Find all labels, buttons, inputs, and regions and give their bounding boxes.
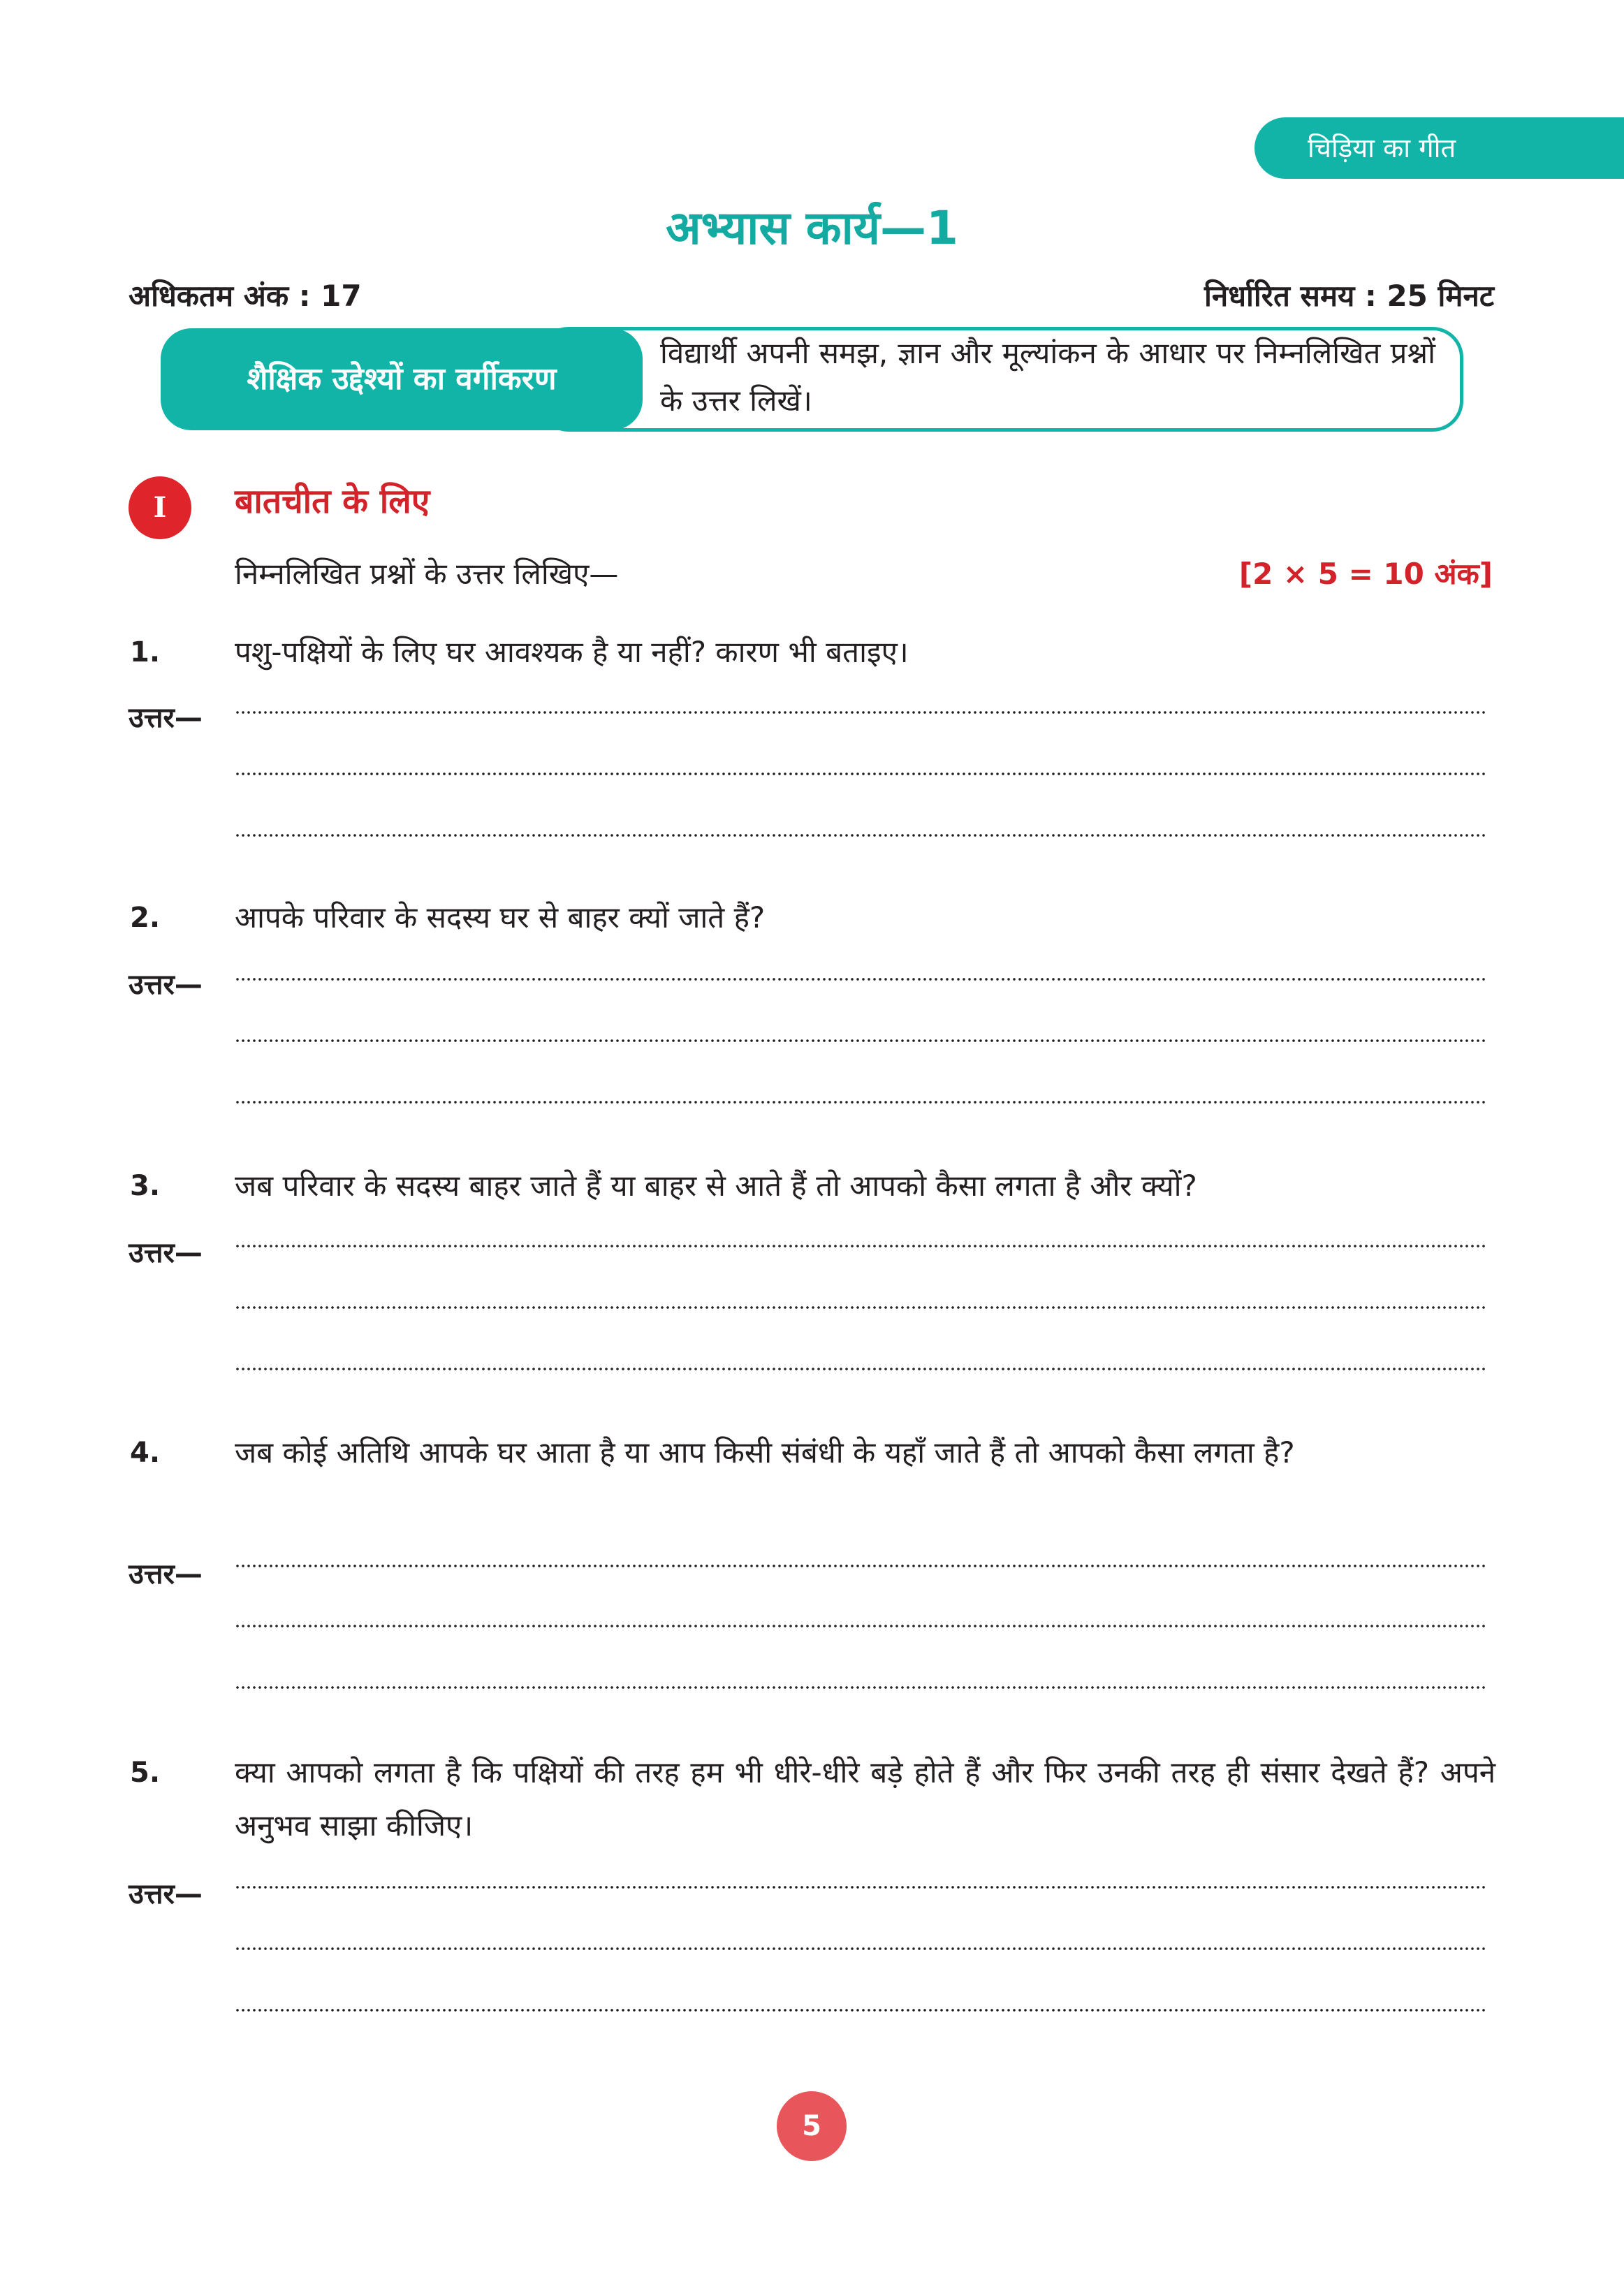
objective-label: शैक्षिक उद्देश्यों का वर्गीकरण <box>161 328 643 430</box>
answer-line[interactable] <box>235 1368 1485 1370</box>
answer-line[interactable] <box>235 1039 1485 1042</box>
answer-line[interactable] <box>235 1245 1485 1247</box>
answer-label: उत्तर— <box>129 969 203 1001</box>
answer-line[interactable] <box>235 773 1485 775</box>
page-number: 5 <box>777 2091 847 2161</box>
chapter-tab: चिड़िया का गीत <box>1254 117 1624 179</box>
max-marks: अधिकतम अंक : 17 <box>129 279 362 313</box>
answer-line[interactable] <box>235 1686 1485 1689</box>
question-text: क्या आपको लगता है कि पक्षियों की तरह हम भी धीरे-धीरे बड़े होते हैं और फिर उनकी तरह ही संसार देखते हैं? अपने अनुभव साझा कीजिए। <box>235 1755 1495 1843</box>
answer-line[interactable] <box>235 2009 1485 2012</box>
section-title: बातचीत के लिए <box>235 482 430 521</box>
answer-line[interactable] <box>235 1565 1485 1567</box>
question-text: पशु-पक्षियों के लिए घर आवश्यक है या नहीं? कारण भी बताइए। <box>235 635 909 669</box>
section-instruction: निम्नलिखित प्रश्नों के उत्तर लिखिए— <box>235 557 619 591</box>
answer-line[interactable] <box>235 1625 1485 1627</box>
answer-label: उत्तर— <box>129 702 203 734</box>
answer-line[interactable] <box>235 711 1485 714</box>
objective-text: विद्यार्थी अपनी समझ, ज्ञान और मूल्यांकन के आधार पर निम्नलिखित प्रश्नों के उत्तर लिखें। <box>660 336 1435 418</box>
question-number: 2. <box>130 902 161 934</box>
page-title: अभ्यास कार्य—1 <box>666 201 958 255</box>
answer-label: उत्तर— <box>129 1558 203 1590</box>
time-allotted: निर्धारित समय : 25 मिनट <box>1204 279 1494 313</box>
answer-label: उत्तर— <box>129 1878 203 1910</box>
answer-line[interactable] <box>235 978 1485 981</box>
answer-label: उत्तर— <box>129 1237 203 1269</box>
section-marks: [2 × 5 = 10 अंक] <box>1238 557 1493 591</box>
answer-line[interactable] <box>235 1306 1485 1309</box>
question-text: आपके परिवार के सदस्य घर से बाहर क्यों जाते हैं? <box>235 900 766 935</box>
answer-line[interactable] <box>235 1947 1485 1950</box>
question-text: जब परिवार के सदस्य बाहर जाते हैं या बाहर से आते हैं तो आपको कैसा लगता है और क्यों? <box>235 1169 1197 1203</box>
answer-line[interactable] <box>235 834 1485 837</box>
answer-line[interactable] <box>235 1886 1485 1889</box>
question-number: 1. <box>130 636 161 668</box>
question-number: 3. <box>130 1170 161 1202</box>
objective-box <box>161 327 1463 432</box>
question-number: 5. <box>130 1757 161 1789</box>
answer-line[interactable] <box>235 1101 1485 1104</box>
section-number-badge: I <box>129 476 191 539</box>
question-number: 4. <box>130 1437 161 1469</box>
question-text: जब कोई अतिथि आपके घर आता है या आप किसी संबंधी के यहाँ जाते हैं तो आपको कैसा लगता है? <box>235 1435 1295 1470</box>
